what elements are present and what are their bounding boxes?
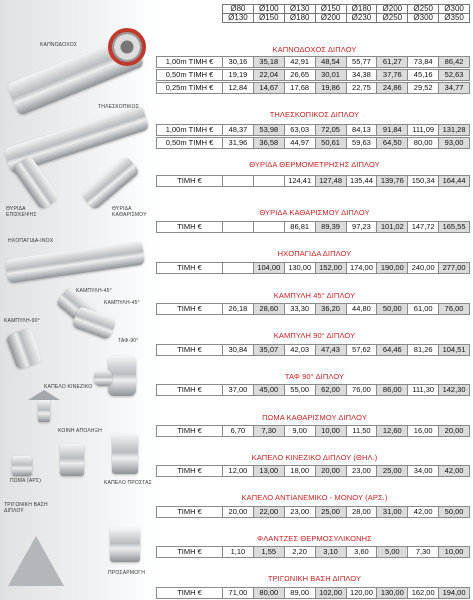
price-row-label: 0,25m ΤΙΜΗ € <box>157 83 223 94</box>
diameter-top-0: Ø80 <box>223 5 254 14</box>
photo-label-ichopagida: ΗΧΟΠΑΓΙΔΑ-INOX <box>8 238 54 244</box>
price-cell: 127,48 <box>316 176 347 187</box>
price-cell: 7,30 <box>408 547 439 558</box>
price-row <box>156 303 470 315</box>
price-cell: 31,00 <box>377 507 408 518</box>
photo-label-kampyli-90: ΚΑΜΠΥΛΗ-90° <box>4 318 40 324</box>
diameter-bottom-2: Ø180 <box>285 14 316 23</box>
tee-branch-image <box>94 370 112 386</box>
price-cell: 28,00 <box>347 507 378 518</box>
price-cell: 23,00 <box>285 507 316 518</box>
price-cell: 59,63 <box>347 138 378 149</box>
price-cell: 34,77 <box>439 83 470 94</box>
price-cell: 18,00 <box>285 466 316 477</box>
price-row-label: 1,00m ΤΙΜΗ € <box>157 57 223 68</box>
cleaning-door-image <box>80 155 140 210</box>
price-cell: 29,52 <box>408 83 439 94</box>
price-cell: 1,10 <box>223 547 254 558</box>
price-cell: 162,00 <box>408 588 439 599</box>
price-row-label: 0,50m ΤΙΜΗ € <box>157 70 223 81</box>
price-cell: 1,55 <box>254 547 285 558</box>
photo-label-taf: ΤΑΦ-90° <box>118 338 139 344</box>
section-title: ΚΑΠΝΟΔΟΧΟΣ ΔΙΠΛΟΥ <box>272 45 357 54</box>
price-cell <box>223 263 254 274</box>
price-cell: 53,98 <box>254 125 285 136</box>
bend-45b-image <box>71 306 116 340</box>
price-cell: 131,28 <box>439 125 470 136</box>
section-title: ΚΑΠΕΛΟ ΚΙΝΕΖΙΚΟ ΔΙΠΛΟΥ (ΘΗΛ.) <box>251 453 378 462</box>
cleaning-cap-image <box>12 456 32 476</box>
price-cell: 20,00 <box>316 466 347 477</box>
price-row-label: ΤΙΜΗ € <box>157 507 223 518</box>
price-cell: 13,00 <box>254 466 285 477</box>
common-terminal-image <box>60 444 84 476</box>
price-row <box>156 546 470 558</box>
bend-90-image <box>6 328 43 371</box>
diameter-top-6: Ø250 <box>408 5 439 14</box>
price-row <box>156 137 470 149</box>
price-cell: 76,00 <box>439 304 470 315</box>
diameter-top-1: Ø100 <box>254 5 285 14</box>
price-cell: 20,00 <box>439 426 470 437</box>
price-cell: 104,51 <box>439 345 470 356</box>
price-row-label: ΤΙΜΗ € <box>157 263 223 274</box>
price-row <box>156 587 470 599</box>
price-cell <box>223 176 254 187</box>
price-cell: 42,00 <box>408 507 439 518</box>
price-cell: 26,18 <box>223 304 254 315</box>
price-cell: 52,63 <box>439 70 470 81</box>
price-cell: 130,00 <box>377 588 408 599</box>
photo-label-thyrida-episkepsis: ΘΥΡΙΔΑ ΕΠΙΣΚΕΨΗΣ <box>6 206 37 218</box>
photo-label-poma: ΠΩΜΑ (ΑΡΣ) <box>10 478 42 484</box>
price-row-label: ΤΙΜΗ € <box>157 345 223 356</box>
price-cell: 89,39 <box>316 222 347 233</box>
price-row <box>156 124 470 136</box>
price-row <box>156 69 470 81</box>
price-cell: 84,13 <box>347 125 378 136</box>
price-cell: 11,50 <box>347 426 378 437</box>
diameter-top-7: Ø300 <box>439 5 470 14</box>
price-cell: 76,00 <box>347 385 378 396</box>
price-cell: 86,81 <box>285 222 316 233</box>
price-cell: 10,00 <box>316 426 347 437</box>
price-cell: 80,00 <box>254 588 285 599</box>
price-row <box>156 221 470 233</box>
price-row-label: ΤΙΜΗ € <box>157 176 223 187</box>
price-cell: 20,00 <box>223 507 254 518</box>
diameter-top-4: Ø180 <box>347 5 378 14</box>
price-cell: 147,72 <box>408 222 439 233</box>
price-cell: 42,91 <box>285 57 316 68</box>
diameter-header <box>222 4 470 23</box>
price-cell: 61,27 <box>377 57 408 68</box>
price-cell: 102,00 <box>316 588 347 599</box>
price-cell: 5,00 <box>377 547 408 558</box>
price-row <box>156 425 470 437</box>
price-cell: 47,43 <box>316 345 347 356</box>
price-cell: 64,50 <box>377 138 408 149</box>
diameter-top-3: Ø150 <box>316 5 347 14</box>
price-cell <box>254 222 285 233</box>
price-cell: 111,30 <box>408 385 439 396</box>
price-row-label: ΤΙΜΗ € <box>157 222 223 233</box>
price-cell: 55,00 <box>285 385 316 396</box>
price-cell: 150,34 <box>408 176 439 187</box>
price-cell: 240,00 <box>408 263 439 274</box>
price-row-label: 1,00m ΤΙΜΗ € <box>157 125 223 136</box>
price-cell: 45,00 <box>254 385 285 396</box>
price-cell: 6,70 <box>223 426 254 437</box>
price-cell: 152,00 <box>316 263 347 274</box>
price-cell: 61,00 <box>408 304 439 315</box>
price-cell: 22,00 <box>254 507 285 518</box>
price-cell: 25,00 <box>316 507 347 518</box>
price-cell: 22,75 <box>347 83 378 94</box>
diameter-bottom-4: Ø230 <box>347 14 378 23</box>
photo-label-koinh-apolixi: ΚΟΙΝΗ ΑΠΟΛΗΞΗ <box>58 428 102 434</box>
price-cell <box>254 176 285 187</box>
triangular-base-image <box>8 536 64 586</box>
price-row-label: ΤΙΜΗ € <box>157 466 223 477</box>
section-title: ΚΑΠΕΛΟ ΑΝΤΙΑΝΕΜΙΚΟ - ΜΟΝΟΥ (ΑΡΣ.) <box>241 493 388 502</box>
price-row-label: ΤΙΜΗ € <box>157 385 223 396</box>
price-cell: 63,03 <box>285 125 316 136</box>
price-cell: 62,00 <box>316 385 347 396</box>
section-title: ΚΑΜΠΥΛΗ 45° ΔΙΠΛΟΥ <box>273 291 356 300</box>
price-cell: 120,00 <box>347 588 378 599</box>
product-photos-column <box>0 0 156 600</box>
price-cell: 36,20 <box>316 304 347 315</box>
section-title: ΘΥΡΙΔΑ ΘΕΡΜΟΜΕΤΡΗΣΗΣ ΔΙΠΛΟΥ <box>249 160 380 169</box>
price-cell: 73,84 <box>408 57 439 68</box>
diameter-top-2: Ø130 <box>285 5 316 14</box>
price-cell: 111,09 <box>408 125 439 136</box>
chinese-cap-image <box>28 390 60 400</box>
price-cell: 30,01 <box>316 70 347 81</box>
price-cell: 89,00 <box>285 588 316 599</box>
price-row <box>156 384 470 396</box>
price-cell: 7,30 <box>254 426 285 437</box>
price-cell <box>223 222 254 233</box>
price-cell: 194,00 <box>439 588 470 599</box>
section-title: ΗΧΟΠΑΓΙΔΑ ΔΙΠΛΟΥ <box>277 249 352 258</box>
price-cell: 104,00 <box>254 263 285 274</box>
price-cell: 48,54 <box>316 57 347 68</box>
price-cell: 93,00 <box>439 138 470 149</box>
price-cell: 37,76 <box>377 70 408 81</box>
price-cell: 81,26 <box>408 345 439 356</box>
price-cell: 72,05 <box>316 125 347 136</box>
price-cell: 50,61 <box>316 138 347 149</box>
price-cell: 34,00 <box>408 466 439 477</box>
price-cell: 12,00 <box>223 466 254 477</box>
photo-label-prosarmogi: ΠΡΟΣΑΡΜΟΓΗ <box>108 570 146 576</box>
price-row <box>156 506 470 518</box>
price-cell: 86,42 <box>439 57 470 68</box>
price-cell: 12,84 <box>223 83 254 94</box>
price-cell: 42,00 <box>439 466 470 477</box>
price-cell: 44,80 <box>347 304 378 315</box>
photo-label-kampyli-45: ΚΑΜΠΥΛΗ-45° <box>76 288 112 294</box>
price-cell: 174,00 <box>347 263 378 274</box>
price-cell: 80,00 <box>408 138 439 149</box>
price-cell: 86,00 <box>377 385 408 396</box>
photo-label-tileskopikos: ΤΗΛΕΣΚΟΠΙΚΟΣ <box>98 104 140 110</box>
photo-label-kapelo-prostasias: ΚΑΠΕΛΟ ΠΡΟΣΤΑΣ <box>104 480 152 486</box>
section-title: ΤΗΛΕΣΚΟΠΙΚΟΣ ΔΙΠΛΟΥ <box>269 110 360 119</box>
photo-label-thyrida-katharismou: ΘΥΡΙΔΑ ΚΑΘΑΡΙΣΜΟΥ <box>112 206 147 218</box>
price-cell: 50,00 <box>439 507 470 518</box>
price-row <box>156 262 470 274</box>
price-cell: 31,96 <box>223 138 254 149</box>
price-row <box>156 175 470 187</box>
photo-label-trigoniki: ΤΡΙΓΩΝΙΚΗ ΒΑΣΗ ΔΙΠΛΟΥ <box>4 502 48 514</box>
price-cell: 165,55 <box>439 222 470 233</box>
price-cell: 57,62 <box>347 345 378 356</box>
section-title: ΤΡΙΓΩΝΙΚΗ ΒΑΣΗ ΔΙΠΛΟΥ <box>267 574 362 583</box>
price-cell: 130,00 <box>285 263 316 274</box>
price-cell: 135,44 <box>347 176 378 187</box>
price-cell: 10,00 <box>439 547 470 558</box>
price-cell: 3,60 <box>347 547 378 558</box>
price-cell: 33,30 <box>285 304 316 315</box>
price-cell: 45,16 <box>408 70 439 81</box>
price-cell: 28,60 <box>254 304 285 315</box>
price-cell: 50,00 <box>377 304 408 315</box>
chinese-cap-body-image <box>38 400 50 422</box>
adapter-image <box>110 528 140 562</box>
price-cell: 9,00 <box>285 426 316 437</box>
photo-label-kapnodoxos: ΚΑΠΝΟΔΟΧΟΣ <box>40 42 78 48</box>
price-cell: 190,00 <box>377 263 408 274</box>
price-cell: 17,68 <box>285 83 316 94</box>
price-cell: 14,67 <box>254 83 285 94</box>
diameter-top-5: Ø200 <box>377 5 408 14</box>
price-cell: 64,46 <box>377 345 408 356</box>
price-cell: 35,07 <box>254 345 285 356</box>
price-cell: 37,00 <box>223 385 254 396</box>
photo-label-kapelo-kineziko: ΚΑΠΕΛΟ ΚΙΝΕΖΙΚΟ <box>44 384 93 390</box>
diameter-bottom-3: Ø200 <box>316 14 347 23</box>
section-title: ΦΛΑΝΤΖΕΣ ΘΕΡΜΟΣΥΛΙΚΟΝΗΣ <box>257 534 372 543</box>
price-row-label: ΤΙΜΗ € <box>157 426 223 437</box>
price-cell: 19,86 <box>316 83 347 94</box>
price-cell: 25,00 <box>377 466 408 477</box>
price-row-label: ΤΙΜΗ € <box>157 588 223 599</box>
price-row-label: ΤΙΜΗ € <box>157 304 223 315</box>
diameter-bottom-1: Ø150 <box>254 14 285 23</box>
diameter-bottom-5: Ø250 <box>377 14 408 23</box>
price-cell: 23,00 <box>347 466 378 477</box>
price-cell: 35,18 <box>254 57 285 68</box>
price-cell: 30,16 <box>223 57 254 68</box>
price-cell: 101,02 <box>377 222 408 233</box>
price-cell: 12,60 <box>377 426 408 437</box>
diameter-bottom-6: Ø300 <box>408 14 439 23</box>
price-cell: 44,97 <box>285 138 316 149</box>
price-cell: 30,84 <box>223 345 254 356</box>
price-cell: 139,76 <box>377 176 408 187</box>
price-cell: 2,20 <box>285 547 316 558</box>
price-cell: 42,03 <box>285 345 316 356</box>
price-cell: 16,00 <box>408 426 439 437</box>
price-cell: 97,23 <box>347 222 378 233</box>
price-cell: 36,58 <box>254 138 285 149</box>
price-cell: 19,19 <box>223 70 254 81</box>
price-cell: 24,86 <box>377 83 408 94</box>
section-title: ΠΩΜΑ ΚΑΘΑΡΙΣΜΟΥ ΔΙΠΛΟΥ <box>262 413 367 422</box>
price-cell: 71,00 <box>223 588 254 599</box>
price-row <box>156 465 470 477</box>
price-cell: 22,04 <box>254 70 285 81</box>
price-cell: 277,00 <box>439 263 470 274</box>
price-cell: 26,65 <box>285 70 316 81</box>
price-cell: 55,77 <box>347 57 378 68</box>
inspection-door-image <box>12 155 60 210</box>
section-title: ΤΑΦ 90° ΔΙΠΛΟΥ <box>284 372 345 381</box>
price-row-label: ΤΙΜΗ € <box>157 547 223 558</box>
section-title: ΚΑΜΠΥΛΗ 90° ΔΙΠΛΟΥ <box>273 331 356 340</box>
price-cell: 164,44 <box>439 176 470 187</box>
protection-cap-image <box>112 434 138 474</box>
price-row <box>156 56 470 68</box>
tee-image <box>108 356 136 396</box>
price-row <box>156 82 470 94</box>
diameter-bottom-7: Ø350 <box>439 14 470 23</box>
price-cell: 142,30 <box>439 385 470 396</box>
photo-label-kampyli-45b: ΚΑΜΠΥΛΗ-45° <box>104 300 140 306</box>
price-cell: 3,10 <box>316 547 347 558</box>
pipe-end-ring-image <box>108 28 146 66</box>
price-cell: 124,41 <box>285 176 316 187</box>
price-cell: 48,37 <box>223 125 254 136</box>
silencer-image <box>5 241 145 284</box>
diameter-bottom-0: Ø130 <box>223 14 254 23</box>
price-row-label: 0,50m ΤΙΜΗ € <box>157 138 223 149</box>
price-row <box>156 344 470 356</box>
section-title: ΘΥΡΙΔΑ ΚΑΘΑΡΙΣΜΟΥ ΔΙΠΛΟΥ <box>259 208 370 217</box>
price-cell: 91,84 <box>377 125 408 136</box>
price-cell: 34,38 <box>347 70 378 81</box>
